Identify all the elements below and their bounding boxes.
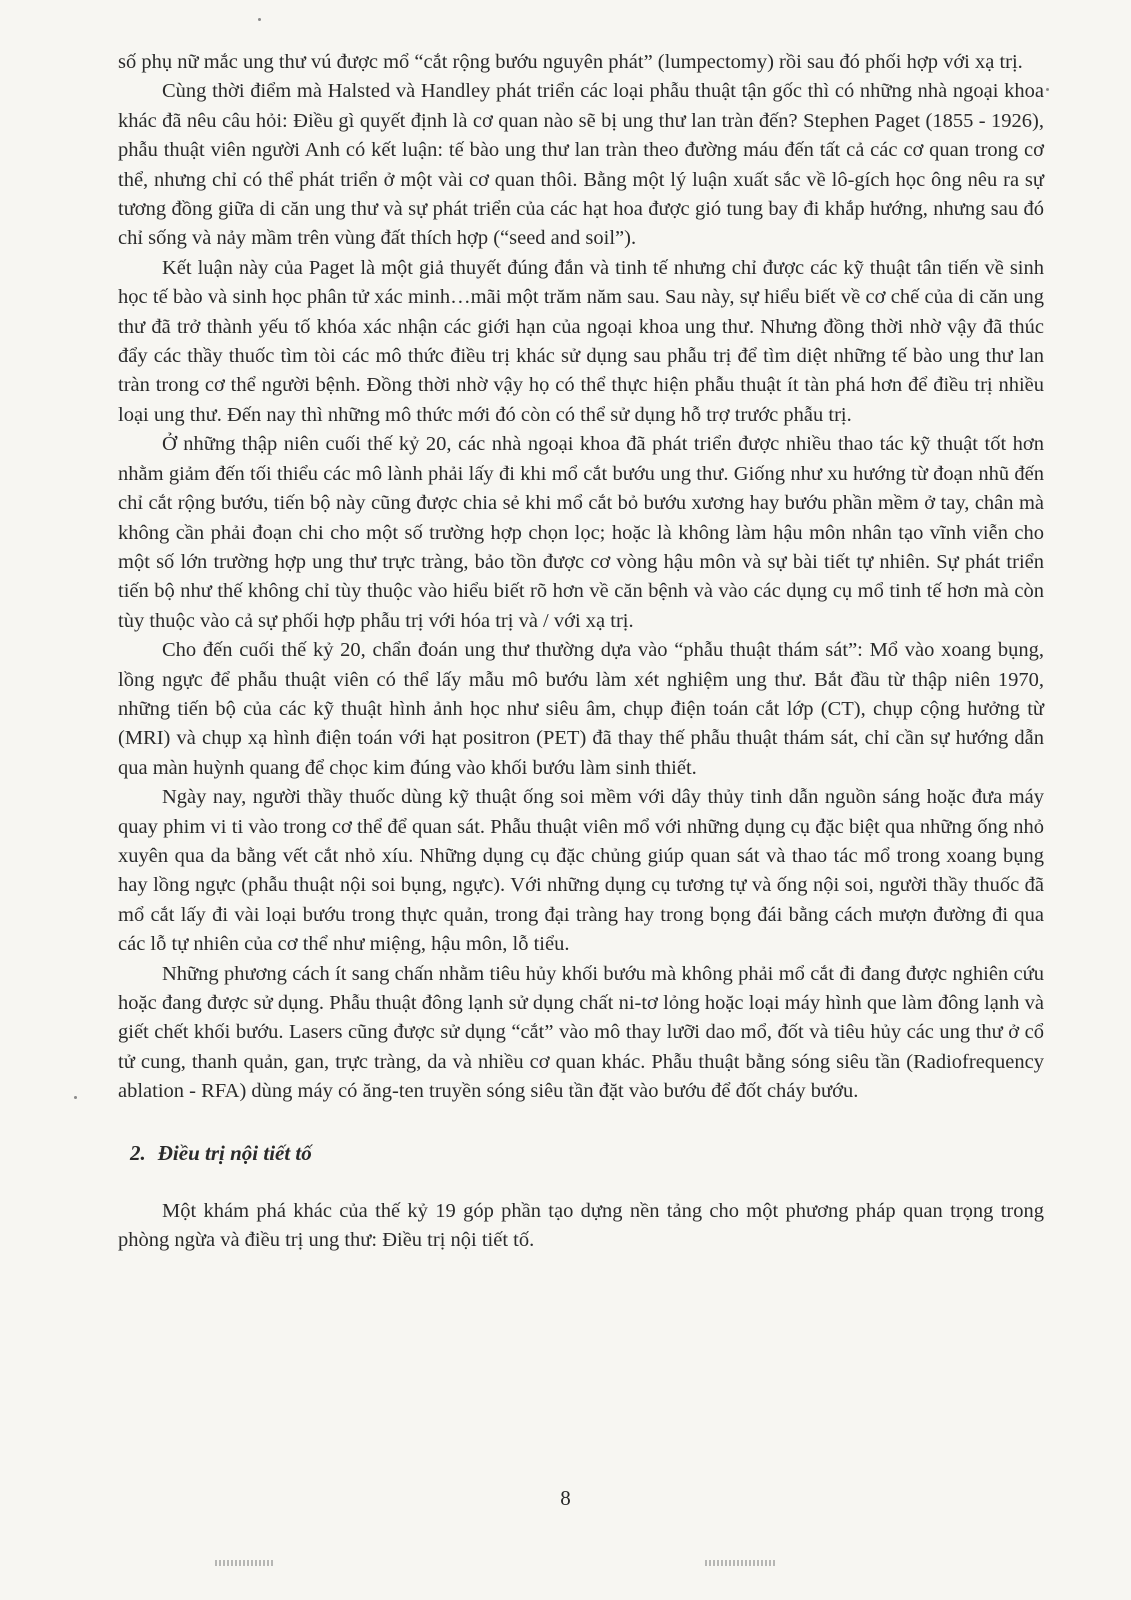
paragraph-minimally-invasive: Những phương cách ít sang chấn nhằm tiêu hủy khối bướu mà không phải mổ cắt đi đang được nghiên cứu hoặc đang được sử dụng. Phẫu thuật đông lạnh sử dụng chất ni-tơ lỏng hoặc loại máy hình que làm đông lạnh và giết chết khối bướu. Lasers cũng được sử dụng “cắt” vào mô thay lưỡi dao mổ, đốt và tiêu hủy các ung thư ở cổ tử cung, thanh quản, gan, trực tràng, da và nhiều cơ quan khác. Phẫu thuật bằng sóng siêu tần (Radiofrequency ablation - RFA) dùng máy có ăng-ten truyền sóng siêu tần đặt vào bướu để đốt cháy bướu. (118, 962, 1044, 1103)
paragraph-paget: Cùng thời điểm mà Halsted và Handley phát triển các loại phẫu thuật tận gốc thì có những nhà ngoại khoa khác đã nêu câu hỏi: Điều gì quyết định là cơ quan nào sẽ bị ung thư lan tràn đến? Stephen Paget (1855 - 1926), phẫu thuật viên người Anh có kết luận: tế bào ung thư lan tràn theo đường máu đến tất cả các cơ quan trong cơ thể, nhưng chỉ có thể phát triển ở một vài cơ quan thôi. Bằng một lý luận xuất sắc về lô-gích học ông nêu ra sự tương đồng giữa di căn ung thư và sự phát triển của các hạt hoa được gió tung bay đi khắp hướng, nhưng sau đó chỉ sống và nảy mầm trên vùng đất thích hợp (“seed and soil”). (118, 80, 1044, 250)
paragraph-paget-conclusion: Kết luận này của Paget là một giả thuyết đúng đắn và tinh tế nhưng chỉ được các kỹ thuật tân tiến về sinh học tế bào và sinh học phân tử xác minh…mãi một trăm năm sau. Sau này, sự hiểu biết về cơ chế của di căn ung thư đã trở thành yếu tố khóa xác nhận các giới hạn của ngoại khoa ung thư. Nhưng đồng thời nhờ vậy đã thúc đẩy các thầy thuốc tìm tòi các mô thức điều trị khác sử dụng sau phẫu trị để tìm diệt những tế bào ung thư lan tràn trong cơ thể người bệnh. Đồng thời nhờ vậy họ có thể thực hiện phẫu thuật ít tàn phá hơn để điều trị nhiều loại ung thư. Đến nay thì những mô thức mới đó còn có thể sử dụng hỗ trợ trước phẫu trị. (118, 256, 1044, 426)
page-number: 8 (560, 1486, 571, 1510)
scan-speck (74, 1096, 77, 1099)
scan-artifact-left (215, 1560, 275, 1566)
paragraph-surgical-techniques: Ở những thập niên cuối thế kỷ 20, các nhà ngoại khoa đã phát triển được nhiều thao tác kỹ thuật tốt hơn nhằm giảm đến tối thiểu các mô lành phải lấy đi khi mổ cắt bướu ung thư. Giống như xu hướng từ đoạn nhũ đến chỉ cắt rộng bướu, tiến bộ này cũng được chia sẻ khi mổ cắt bỏ bướu xương hay bướu phần mềm ở tay, chân mà không cần phải đoạn chi cho một số trường hợp chọn lọc; hoặc là không làm hậu môn nhân tạo vĩnh viễn cho một số lớn trường hợp ung thư trực tràng, bảo tồn được cơ vòng hậu môn và sự bài tiết tự nhiên. Sự phát triển tiến bộ như thế không chỉ tùy thuộc vào hiểu biết rõ hơn về căn bệnh và vào các dụng cụ mổ tinh tế hơn mà còn tùy thuộc vào cả sự phối hợp phẫu trị với hóa trị và / với xạ trị. (118, 433, 1044, 632)
page-body (118, 48, 1044, 1255)
scan-artifact-right (705, 1560, 775, 1566)
scan-speck (1046, 88, 1049, 91)
section-title: Điều trị nội tiết tố (157, 1140, 312, 1165)
paragraph-continuation: số phụ nữ mắc ung thư vú được mổ “cắt rộng bướu nguyên phát” (lumpectomy) rồi sau đó phối hợp với xạ trị. (118, 51, 1023, 73)
scan-speck (258, 18, 261, 21)
paragraph-endoscopy: Ngày nay, người thầy thuốc dùng kỹ thuật ống soi mềm với dây thủy tinh dẫn nguồn sáng hoặc đưa máy quay phim vi ti vào trong cơ thể để quan sát. Phẫu thuật viên mổ với những dụng cụ đặc biệt qua những ống nhỏ xuyên qua da bằng vết cắt nhỏ xíu. Những dụng cụ đặc chủng giúp quan sát và thao tác mổ trong xoang bụng hay lồng ngực (phẫu thuật nội soi bụng, ngực). Với những dụng cụ tương tự và ống nội soi, người thầy thuốc đã mổ cắt lấy đi vài loại bướu trong thực quản, trong đại tràng hay trong bọng đái bằng cách mượn đường đi qua các lỗ tự nhiên của cơ thể như miệng, hậu môn, lỗ tiểu. (118, 786, 1044, 956)
section-number: 2. (130, 1140, 146, 1165)
section-heading (130, 1139, 1044, 1167)
paragraph-hormone-therapy: Một khám phá khác của thế kỷ 19 góp phần tạo dựng nền tảng cho một phương pháp quan trọng trong phòng ngừa và điều trị ung thư: Điều trị nội tiết tố. (118, 1199, 1044, 1252)
paragraph-diagnosis: Cho đến cuối thế kỷ 20, chẩn đoán ung thư thường dựa vào “phẫu thuật thám sát”: Mổ vào xoang bụng, lồng ngực để phẫu thuật viên có thể lấy mẫu mô bướu làm xét nghiệm ung thư. Bắt đầu từ thập niên 1970, những tiến bộ của các kỹ thuật hình ảnh học như siêu âm, chụp điện toán cắt lớp (CT), chụp cộng hưởng từ (MRI) và chụp xạ hình điện toán với hạt positron (PET) đã thay thế phẫu thuật thám sát, chỉ cần sự hướng dẫn qua màn huỳnh quang để chọc kim đúng vào khối bướu làm sinh thiết. (118, 639, 1044, 779)
